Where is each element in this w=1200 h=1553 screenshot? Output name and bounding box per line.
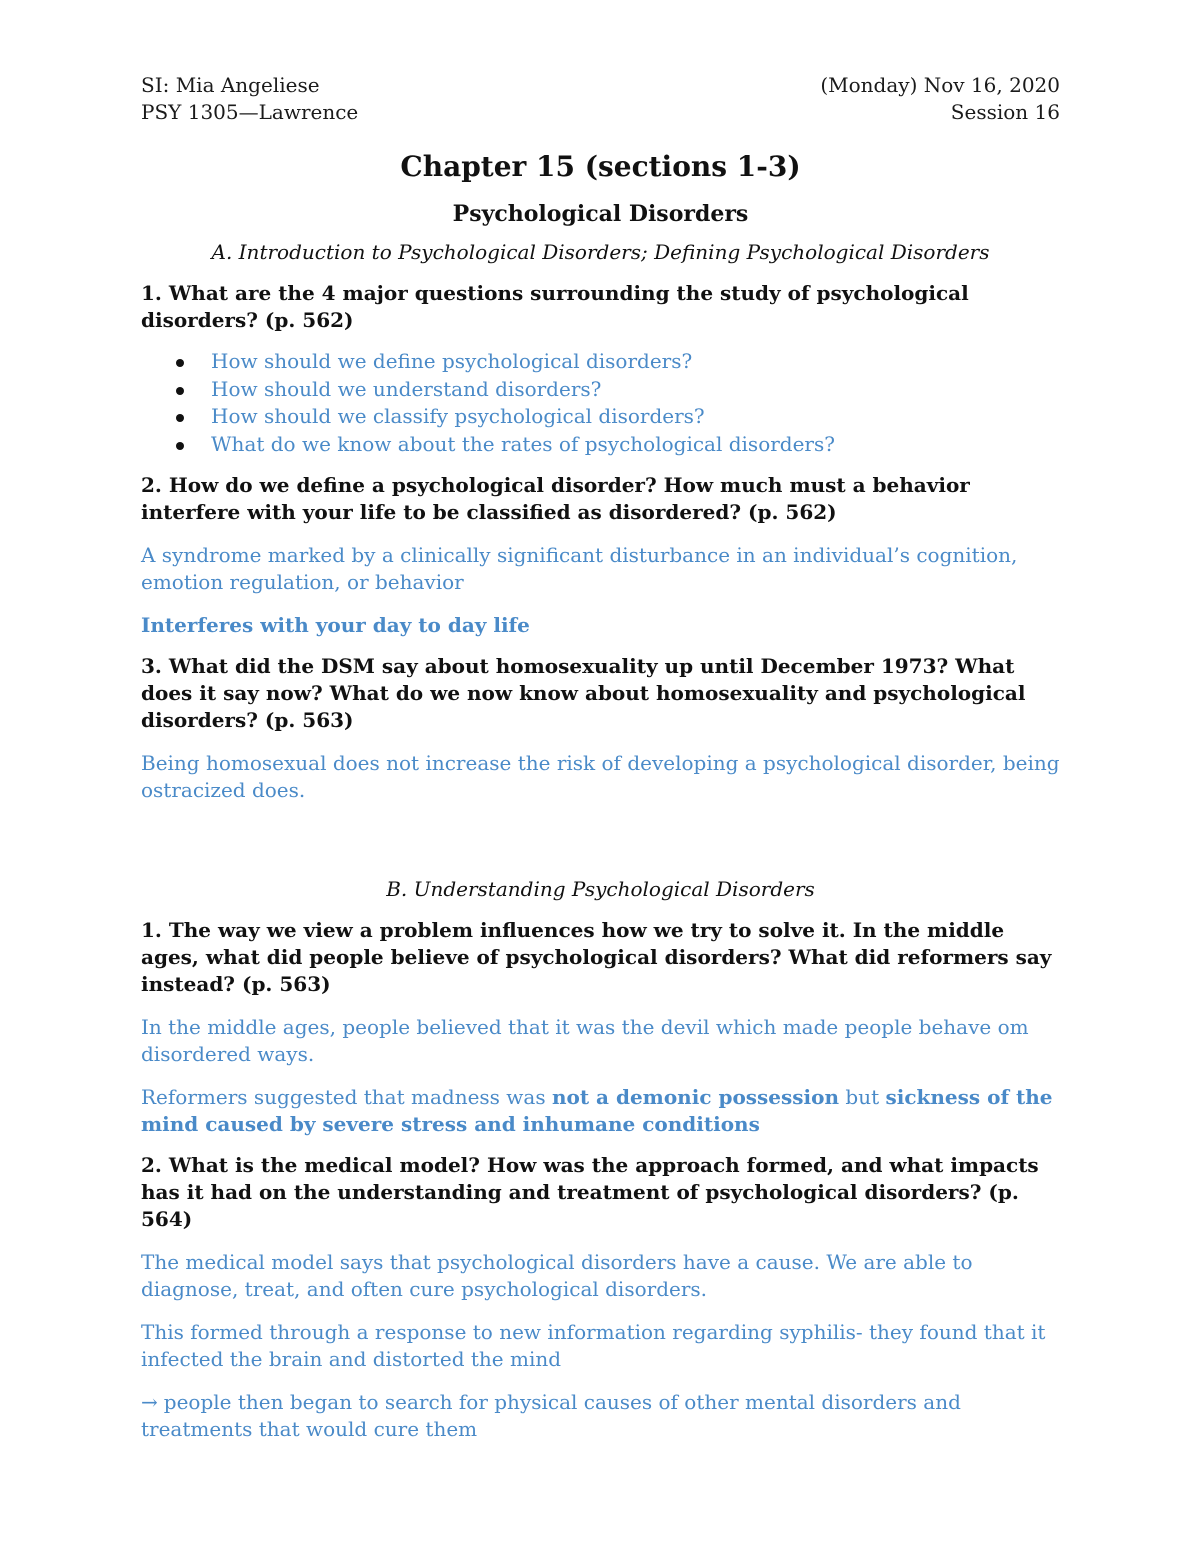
section-b-answer-1-reformers: Reformers suggested that madness was not a demonic possession but sickness of the mind caused by severe stress and inhumane conditions: [141, 1085, 1053, 1136]
page-title: Chapter 15 (sections 1-3): [400, 150, 801, 183]
si-name: SI: Mia Angeliese: [141, 73, 320, 97]
section-b-question-1: 1. The way we view a problem influences how we try to solve it. In the middle ages, what did people believe of psychological disorders? What did reformers say instead? (p. 563): [141, 918, 1052, 996]
section-b-question-2: 2. What is the medical model? How was the approach formed, and what impacts has it had on the understanding and treatment of psychological disorders? (p. 564): [141, 1153, 1039, 1231]
section-a-question-2: 2. How do we define a psychological disorder? How much must a behavior interfere with your life to be classified as disordered? (p. 562): [141, 473, 970, 524]
section-b-answer-2a: The medical model says that psychological disorders have a cause. We are able to diagnose, treat, and often cure psychological disorders.: [141, 1250, 973, 1301]
header-left: [141, 72, 358, 126]
section-a-answer-2-emphasis: Interferes with your day to day life: [141, 613, 530, 637]
session-date: (Monday) Nov 16, 2020: [820, 73, 1060, 97]
list-item: How should we understand disorders?: [141, 376, 1060, 404]
list-item: What do we know about the rates of psychological disorders?: [141, 431, 1060, 459]
bullet-icon: [176, 359, 184, 367]
section-a-q1-bullet-list: [141, 348, 1060, 458]
bullet-icon: [176, 414, 184, 422]
section-b-answer-1: In the middle ages, people believed that it was the devil which made people behave om disordered ways.: [141, 1015, 1029, 1066]
section-a-answer-2: A syndrome marked by a clinically significant disturbance in an individual’s cognition, emotion regulation, or behavior: [141, 543, 1018, 594]
session-number: Session 16: [950, 100, 1060, 124]
page-subtitle: Psychological Disorders: [452, 201, 749, 227]
bullet-icon: [176, 442, 184, 450]
course-name: PSY 1305—Lawrence: [141, 100, 359, 124]
document-header: [141, 72, 1060, 126]
list-item: How should we classify psychological disorders?: [141, 403, 1060, 431]
section-b-answer-2b: This formed through a response to new information regarding syphilis- they found that it infected the brain and distorted the mind: [141, 1320, 1046, 1371]
arrow-right-icon: →: [141, 1390, 158, 1414]
section-b-heading: B. Understanding Psychological Disorders: [386, 877, 815, 901]
bullet-icon: [176, 387, 184, 395]
section-b-answer-2c: → people then began to search for physical causes of other mental disorders and treatments that would cure them: [141, 1390, 961, 1441]
section-a-question-3: 3. What did the DSM say about homosexuality up until December 1973? What does it say now? What do we now know about homosexuality and psychological disorders? (p. 563): [141, 654, 1026, 732]
section-a-answer-3: Being homosexual does not increase the risk of developing a psychological disorder, being ostracized does.: [141, 751, 1060, 802]
list-item: How should we define psychological disorders?: [141, 348, 1060, 376]
header-right: [820, 72, 1060, 126]
section-a-heading: A. Introduction to Psychological Disorders; Defining Psychological Disorders: [211, 240, 990, 264]
section-a-question-1: 1. What are the 4 major questions surrounding the study of psychological disorders? (p. 562): [141, 281, 969, 332]
